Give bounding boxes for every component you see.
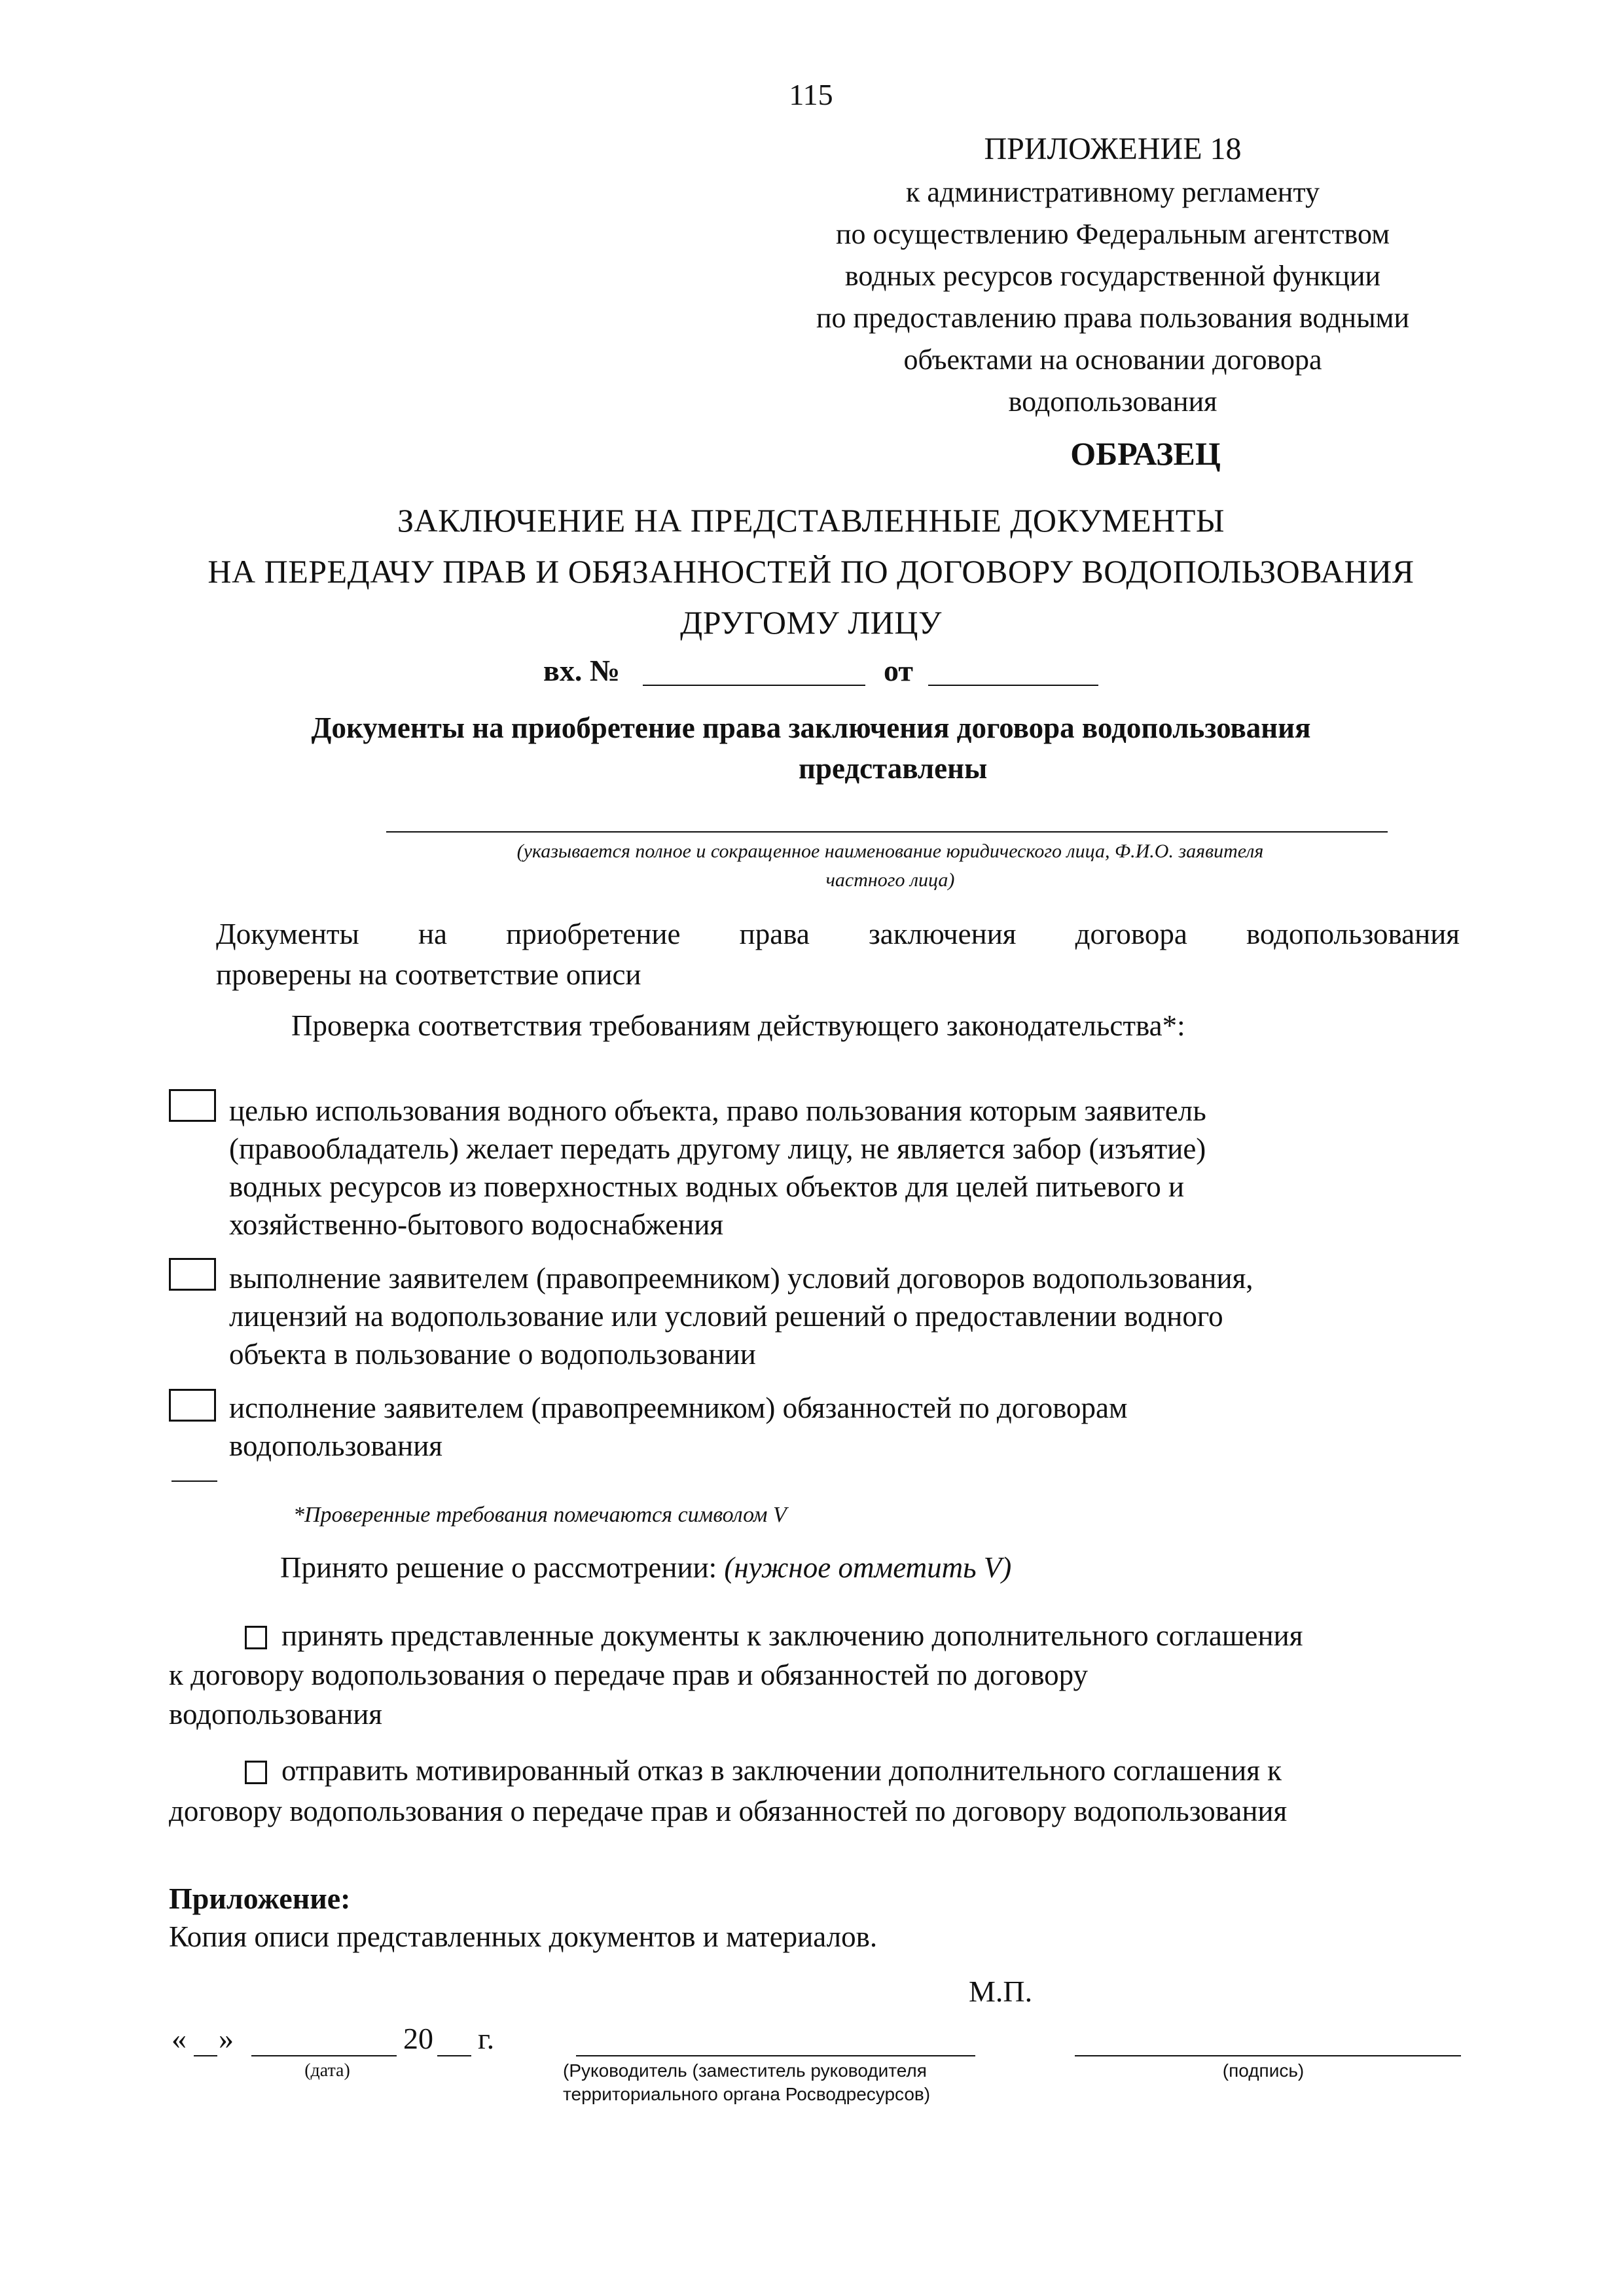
date-open-quote: « bbox=[171, 2022, 187, 2055]
requirement-checkbox[interactable] bbox=[169, 1089, 216, 1122]
appendix-line: объектами на основании договора bbox=[903, 344, 1322, 376]
requirement-text: выполнение заявителем (правопреемником) условий договоров водопользования, bbox=[229, 1262, 1253, 1295]
appendix-line: водопользования bbox=[1008, 386, 1217, 418]
head-name-field[interactable] bbox=[576, 2055, 975, 2056]
appendix-line: по осуществлению Федеральным агентством bbox=[835, 218, 1390, 250]
submitted-heading: представлены bbox=[799, 752, 988, 785]
requirement-checkbox[interactable] bbox=[169, 1389, 216, 1422]
incoming-date-field[interactable] bbox=[928, 685, 1098, 686]
checked-text: проверены на соответствие описи bbox=[216, 958, 641, 991]
applicant-note: частного лица) bbox=[825, 869, 955, 891]
requirement-checkbox[interactable] bbox=[169, 1258, 216, 1291]
decision-option-text: принять представленные документы к заключению дополнительного соглашения bbox=[281, 1619, 1303, 1652]
decision-option-text: к договору водопользования о передаче прав и обязанностей по договору bbox=[169, 1659, 1089, 1691]
decision-option-text: водопользования bbox=[169, 1698, 383, 1731]
date-month-field[interactable] bbox=[251, 2055, 397, 2056]
requirement-text: водных ресурсов из поверхностных водных объектов для целей питьевого и bbox=[229, 1170, 1185, 1203]
decision-label bbox=[280, 1549, 1011, 1587]
date-close-quote: » bbox=[219, 2022, 234, 2055]
sample-label: ОБРАЗЕЦ bbox=[1070, 435, 1221, 472]
compliance-heading: Проверка соответствия требованиям действующего законодательства*: bbox=[291, 1009, 1185, 1042]
signature-caption: (подпись) bbox=[1222, 2060, 1305, 2081]
date-year-field[interactable] bbox=[437, 2055, 471, 2056]
date-caption: (дата) bbox=[304, 2060, 350, 2081]
decision-option-text: отправить мотивированный отказ в заключении дополнительного соглашения к bbox=[281, 1754, 1282, 1787]
footnote: *Проверенные требования помечаются символом V bbox=[293, 1503, 787, 1527]
document-title: ЗАКЛЮЧЕНИЕ НА ПРЕДСТАВЛЕННЫЕ ДОКУМЕНТЫ bbox=[397, 502, 1225, 539]
head-caption: (Руководитель (заместитель руководителя bbox=[563, 2060, 927, 2081]
stamp-label: М.П. bbox=[969, 1975, 1033, 2008]
date-day-field[interactable] bbox=[194, 2055, 217, 2056]
decision-checkbox-refuse[interactable] bbox=[245, 1761, 267, 1784]
requirement-text: (правообладатель) желает передать другому лицу, не является забор (изъятие) bbox=[229, 1132, 1206, 1165]
footnote-separator bbox=[171, 1480, 217, 1482]
applicant-note: (указывается полное и сокращенное наименование юридического лица, Ф.И.О. заявителя bbox=[516, 840, 1264, 862]
requirement-text: целью использования водного объекта, право пользования которым заявитель bbox=[229, 1094, 1206, 1127]
requirement-text: лицензий на водопользование или условий решений о предоставлении водного bbox=[229, 1300, 1223, 1333]
date-year-suffix: г. bbox=[478, 2022, 495, 2055]
signature-field[interactable] bbox=[1075, 2055, 1461, 2056]
requirement-text: объекта в пользование о водопользовании bbox=[229, 1338, 756, 1371]
attachment-heading: Приложение: bbox=[169, 1882, 351, 1915]
appendix-title: ПРИЛОЖЕНИЕ 18 bbox=[984, 132, 1242, 166]
page-number: 115 bbox=[789, 78, 833, 111]
requirement-text: водопользования bbox=[229, 1429, 443, 1462]
decision-option-text: договору водопользования о передаче прав и обязанностей по договору водопользования bbox=[169, 1795, 1288, 1827]
decision-hint: (нужное отметить V) bbox=[724, 1551, 1012, 1584]
date-year-prefix: 20 bbox=[403, 2022, 433, 2055]
attachment-text: Копия описи представленных документов и материалов. bbox=[169, 1920, 878, 1953]
decision-checkbox-accept[interactable] bbox=[245, 1626, 267, 1649]
appendix-line: водных ресурсов государственной функции bbox=[844, 260, 1381, 292]
incoming-date-label: от bbox=[884, 654, 913, 687]
requirement-text: хозяйственно-бытового водоснабжения bbox=[229, 1208, 724, 1241]
appendix-line: к административному регламенту bbox=[906, 176, 1320, 208]
requirement-text: исполнение заявителем (правопреемником) обязанностей по договорам bbox=[229, 1391, 1128, 1424]
document-title: НА ПЕРЕДАЧУ ПРАВ И ОБЯЗАННОСТЕЙ ПО ДОГОВОРУ ВОДОПОЛЬЗОВАНИЯ bbox=[207, 553, 1415, 590]
checked-text: Документы на приобретение права заключения договора водопользования bbox=[216, 918, 1460, 950]
applicant-name-field[interactable] bbox=[386, 831, 1388, 833]
decision-label-text: Принято решение о рассмотрении: bbox=[280, 1551, 717, 1584]
incoming-number-label: вх. № bbox=[543, 654, 621, 687]
submitted-heading: Документы на приобретение права заключения договора водопользования bbox=[311, 711, 1311, 744]
incoming-number-field[interactable] bbox=[643, 685, 865, 686]
appendix-line: по предоставлению права пользования водными bbox=[816, 302, 1410, 334]
document-title: ДРУГОМУ ЛИЦУ bbox=[680, 604, 942, 641]
head-caption: территориального органа Росводресурсов) bbox=[563, 2084, 931, 2104]
